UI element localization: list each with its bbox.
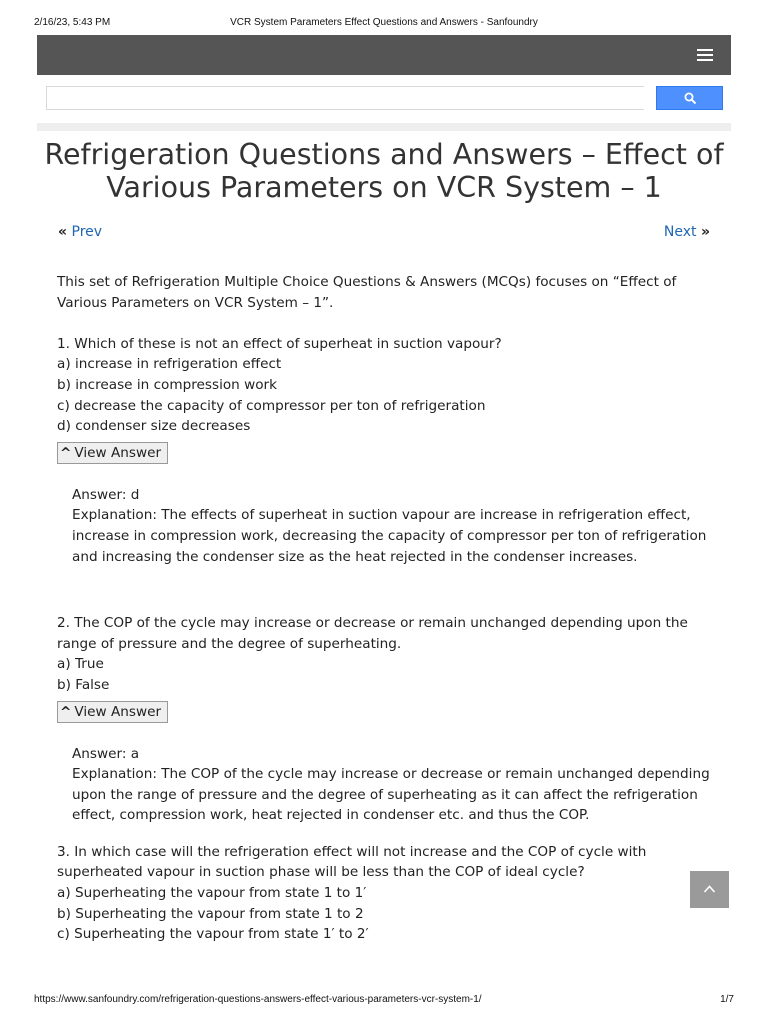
scroll-to-top-button[interactable]	[690, 871, 729, 908]
view-answer-label: View Answer	[74, 444, 162, 461]
answer-text: Answer: a	[72, 745, 140, 762]
option-a: a) increase in refrigeration effect	[57, 356, 282, 373]
view-answer-button[interactable]	[57, 701, 168, 723]
next-arrow: »	[700, 224, 710, 240]
option-c: c) Superheating the vapour from state 1′ to 2′	[57, 926, 369, 943]
search-button[interactable]	[656, 86, 723, 110]
question-1	[57, 334, 717, 567]
question-3	[57, 842, 717, 945]
prev-link[interactable]	[58, 224, 102, 240]
article-content	[57, 272, 717, 945]
caret-up-icon: ^	[60, 703, 72, 720]
print-page-number: 1/7	[720, 994, 734, 1005]
print-header	[0, 17, 768, 31]
search-bar	[37, 78, 731, 122]
option-b: b) False	[57, 676, 110, 693]
option-b: b) Superheating the vapour from state 1 to 2	[57, 905, 364, 922]
answer-panel	[72, 485, 717, 567]
answer-text: Answer: d	[72, 486, 140, 503]
caret-up-icon: ^	[60, 444, 72, 461]
view-answer-button[interactable]	[57, 442, 168, 464]
print-url: https://www.sanfoundry.com/refrigeration-questions-answers-effect-various-parameters-vcr-system-1/	[34, 994, 482, 1005]
hamburger-icon[interactable]	[697, 48, 713, 62]
prev-arrow: «	[58, 224, 68, 240]
option-d: d) condenser size decreases	[57, 418, 251, 435]
option-a: a) Superheating the vapour from state 1 to 1′	[57, 885, 367, 902]
page-title: Refrigeration Questions and Answers – Effect of Various Parameters on VCR System – 1	[44, 138, 724, 204]
explanation-text: Explanation: The COP of the cycle may increase or decrease or remain unchanged depending upon the range of pressure and the degree of superheating as it can affect the refrigeration effect, compression work, heat rejected in condenser etc. and thus the COP.	[72, 766, 710, 824]
next-link[interactable]	[664, 224, 710, 240]
view-answer-label: View Answer	[74, 703, 162, 720]
next-label: Next	[663, 224, 697, 240]
search-input[interactable]	[46, 86, 644, 110]
question-text: 3. In which case will the refrigeration effect will not increase and the COP of cycle with superheated vapour in suction phase will be less than the COP of ideal cycle?	[57, 843, 647, 881]
question-2	[57, 613, 717, 826]
intro-text: This set of Refrigeration Multiple Choice Questions & Answers (MCQs) focuses on “Effect of Various Parameters on VCR System – 1”.	[57, 274, 677, 311]
answer-panel	[72, 744, 717, 826]
option-c: c) decrease the capacity of compressor per ton of refrigeration	[57, 397, 486, 414]
print-footer	[0, 994, 768, 1008]
option-a: a) True	[57, 656, 104, 673]
question-text: 1. Which of these is not an effect of superheat in suction vapour?	[57, 335, 502, 352]
explanation-text: Explanation: The effects of superheat in suction vapour are increase in refrigeration effect, increase in compression work, decreasing the capacity of compressor per ton of refrigeration and increasing the condenser size as the heat rejected in the condenser increases.	[72, 507, 707, 565]
prev-label: Prev	[71, 224, 103, 240]
header-divider	[37, 123, 731, 131]
option-b: b) increase in compression work	[57, 376, 277, 393]
question-text: 2. The COP of the cycle may increase or decrease or remain unchanged depending upon the range of pressure and the degree of superheating.	[57, 615, 688, 652]
site-header-bar	[37, 35, 731, 75]
print-datetime: 2/16/23, 5:43 PM	[34, 17, 111, 28]
chevron-up-icon	[703, 883, 716, 895]
search-icon	[684, 92, 697, 105]
print-page-title: VCR System Parameters Effect Questions and Answers - Sanfoundry	[230, 17, 538, 28]
